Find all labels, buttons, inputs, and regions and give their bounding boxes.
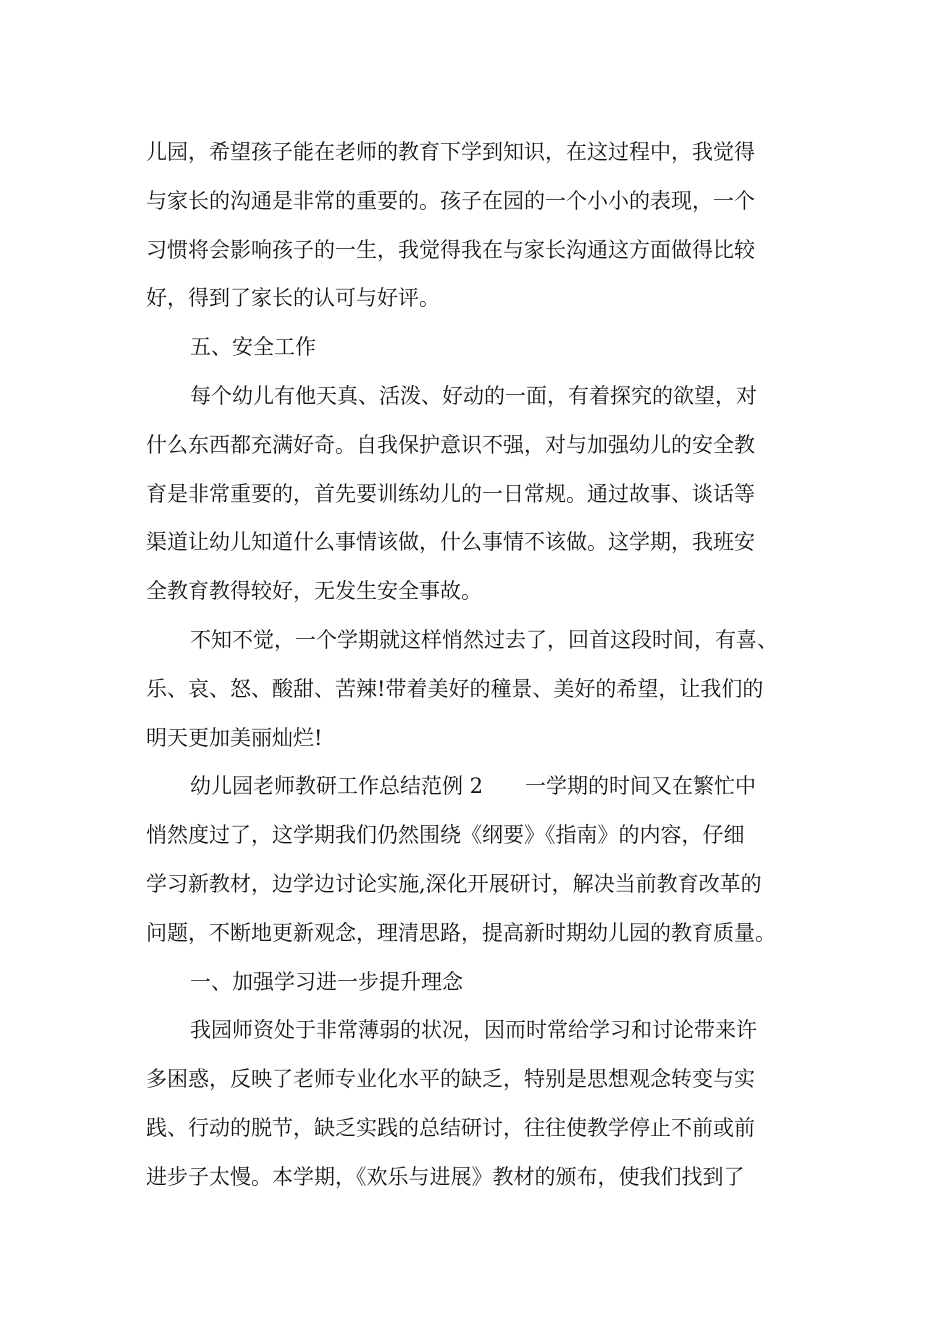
text-line [146,909,806,958]
text-line [146,1055,806,1104]
text-line [146,616,806,665]
text-line [146,128,806,177]
line-text: 践、行动的脱节，缺乏实践的总结研讨，往往使教学停止不前或前 [146,1115,755,1140]
line-text: 不知不觉，一个学期就这样悄然过去了，回首这段时间，有喜、 [190,627,778,652]
line-text: 多困惑，反映了老师专业化水平的缺乏，特别是思想观念转变与实 [146,1067,755,1092]
line-text: 问题，不断地更新观念，理清思路，提高新时期幼儿园的教育质量。 [146,920,776,945]
line-text: 与家长的沟通是非常的重要的。孩子在园的一个小小的表现，一个 [146,188,755,213]
line-text: 幼儿园老师教研工作总结范例 2 [190,774,484,799]
text-line [146,567,806,616]
text-line [146,518,806,567]
text-line [146,714,806,763]
text-line [146,762,806,811]
text-line [146,274,806,323]
text-line [146,226,806,275]
line-text: 习惯将会影响孩子的一生，我觉得我在与家长沟通这方面做得比较 [146,237,755,262]
line-text: 儿园，希望孩子能在老师的教育下学到知识，在这过程中，我觉得 [146,140,755,164]
text-line [146,421,806,470]
text-line [146,1006,806,1055]
line-text: 我园师资处于非常薄弱的状况，因而时常给学习和讨论带来许 [190,1018,757,1043]
line-text: 渠道让幼儿知道什么事情该做，什么事情不该做。这学期，我班安 [146,530,755,555]
line-text: 一、加强学习进一步提升理念 [190,969,463,994]
text-line [146,323,806,372]
text-line [146,177,806,226]
text-line [146,860,806,909]
text-line [146,1153,806,1202]
line-text: 明天更加美丽灿烂! [146,725,323,750]
text-line [146,470,806,519]
line-text: 悄然度过了，这学期我们仍然围绕《纲要》《指南》的内容，仔细 [146,823,745,848]
text-line [146,665,806,714]
line-text: 全教育教得较好，无发生安全事故。 [146,579,482,604]
text-line [146,372,806,421]
line-text-continued: 一学期的时间又在繁忙中 [525,774,757,799]
text-line [146,811,806,860]
line-text: 好，得到了家长的认可与好评。 [146,286,440,311]
line-text: 五、安全工作 [190,335,316,360]
line-text: 每个幼儿有他天真、活泼、好动的一面，有着探究的欲望，对 [190,383,757,408]
text-line [146,1104,806,1153]
text-line [146,958,806,1007]
line-text: 进步子太慢。本学期，《欢乐与进展》教材的颁布，使我们找到了 [146,1164,745,1189]
line-text: 乐、哀、怒、酸甜、苦辣!带着美好的穜景、美好的希望，让我们的 [146,676,764,701]
document-body [146,128,806,1202]
line-text: 学习新教材，边学边讨论实施,深化开展研讨，解决当前教育改革的 [146,871,762,896]
line-text: 育是非常重要的，首先要训练幼儿的一日常规。通过故事、谈话等 [146,481,755,506]
line-text: 什么东西都充满好奇。自我保护意识不强，对与加强幼儿的安全教 [146,432,755,457]
